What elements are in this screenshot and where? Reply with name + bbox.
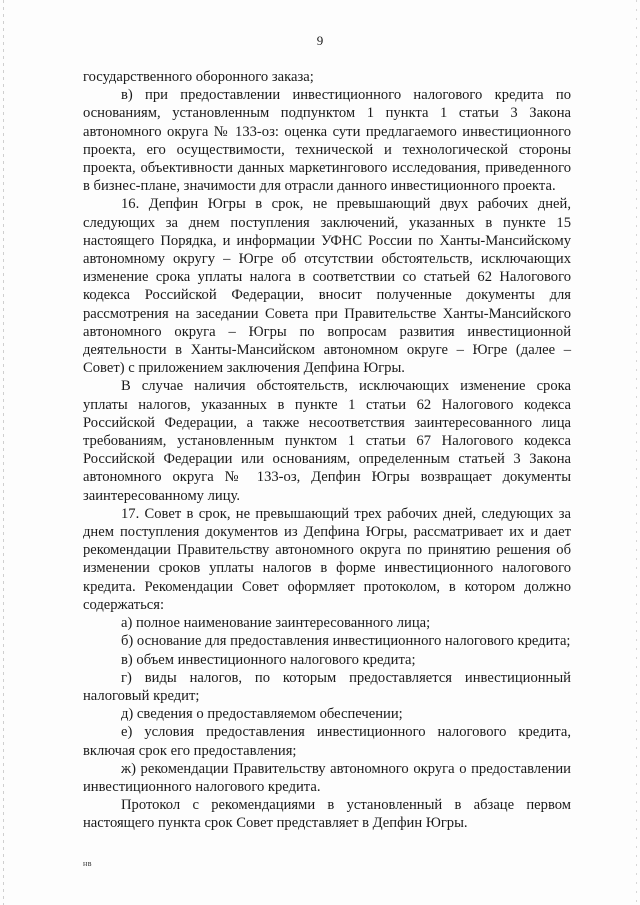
paragraph-protocol: Протокол с рекомендациями в установленный в абзаце первом настоящего пункта срок Совет представляет в Депфин Югры. — [83, 797, 571, 832]
list-item-v: в) объем инвестиционного налогового кредита; — [121, 651, 416, 668]
document-body — [83, 68, 571, 833]
page-number: 9 — [316, 33, 324, 48]
list-item-a: а) полное наименование заинтересованного лица; — [121, 615, 431, 632]
scan-edge-left — [3, 0, 4, 905]
list-item-b: б) основание для предоставления инвестиционного налогового кредита; — [121, 633, 571, 650]
paragraph-return-documents: В случае наличия обстоятельств, исключающих изменение срока уплаты налогов, указанных в пункте 1 статьи 62 Налогового кодекса Российской Федерации, а также несоответствия заинтересованного лица требованиям, установленным пунктом 1 статьи 67 Налогового кодекса Российской Федерации или основаниям, определенным статьей 3 Закона автономного округа № 133-оз, Депфин Югры возвращает документы заинтересованному лицу. — [83, 378, 571, 504]
paragraph-17: 17. Совет в срок, не превышающий трех рабочих дней, следующих за днем поступления документов из Депфина Югры, рассматривает их и дает рекомендации Правительству автономного округа по принятию решения об изменении сроков уплаты налогов в форме инвестиционного налогового кредита. Рекомендации Совет оформляет протоколом, в котором должно содержаться: — [83, 505, 571, 613]
list-item-g: г) виды налогов, по которым предоставляется инвестиционный налоговый кредит; — [83, 669, 571, 704]
list-item-zh: ж) рекомендации Правительству автономного округа о предоставлении инвестиционного налогового кредита. — [83, 760, 571, 795]
list-item-e: е) условия предоставления инвестиционного налогового кредита, включая срок его предоставления; — [83, 724, 571, 759]
list-item-d: д) сведения о предоставляемом обеспечении; — [121, 706, 403, 723]
paragraph-16: 16. Депфин Югры в срок, не превышающий двух рабочих дней, следующих за днем поступления заключений, указанных в пункте 15 настоящего Порядка, и информации УФНС России по Ханты-Мансийскому автономному округу – Югре об отсутствии обстоятельств, исключающих изменение срока уплаты налога в соответствии со статьей 62 Налогового кодекса Российской Федерации, вносит полученные документы для рассмотрения на заседании Совета при Правительстве Ханты-Мансийского автономного округа – Югры по вопросам развития инвестиционной деятельности в Ханты-Мансийском автономном округе – Югре (далее – Совет) с приложением заключения Депфина Югры. — [83, 196, 571, 377]
footer-mark: нв — [83, 859, 93, 868]
paragraph-item-v: в) при предоставлении инвестиционного налогового кредита по основаниям, установленным подпунктом 1 пункта 1 статьи 3 Закона автономного округа № 133-оз: оценка сути предлагаемого инвестиционного проекта, его осуществимости, технической и технологической стороны проекта, объективности данных маркетингового исследования, приведенного в бизнес-плане, значимости для отрасли данного инвестиционного проекта. — [83, 87, 571, 195]
scan-edge-right — [636, 0, 637, 905]
paragraph-continuation: государственного оборонного заказа; — [83, 69, 314, 85]
